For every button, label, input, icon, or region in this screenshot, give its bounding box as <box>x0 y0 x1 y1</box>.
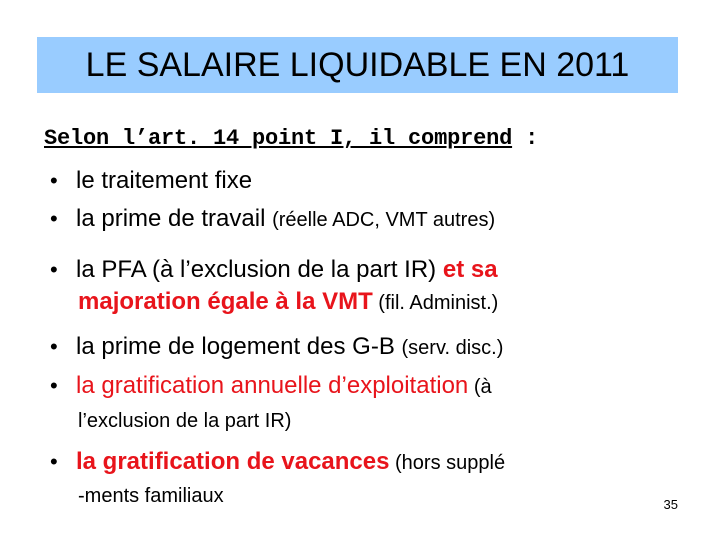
bullet-text: le traitement fixe <box>76 167 253 194</box>
bullet-dot-icon: • <box>50 373 58 398</box>
bullet-item-gratification-annuelle <box>50 371 492 402</box>
bullet-highlight: la gratification de vacances <box>76 448 390 475</box>
bullet-text: la PFA (à l’exclusion de la part IR) <box>76 256 443 283</box>
bullet-dot-icon: • <box>50 257 58 282</box>
bullet-highlight: majoration égale à la VMT <box>78 288 373 315</box>
bullet-text: la prime de logement des G-B <box>76 333 402 360</box>
bullet-text: la prime de travail <box>76 205 273 232</box>
subheading-underlined: Selon l’art. 14 point I, il comprend <box>44 126 513 151</box>
bullet-highlight: et sa <box>442 256 498 283</box>
bullet-item-prime-logement <box>50 332 503 363</box>
subheading-colon: : <box>525 126 539 151</box>
bullet-note: (réelle ADC, VMT autres) <box>272 209 496 231</box>
subheading-separator <box>512 126 525 151</box>
bullet-item-prime-travail <box>50 204 495 235</box>
subheading <box>44 125 538 153</box>
bullet-item-traitement <box>50 166 252 196</box>
page-number: 35 <box>663 497 678 512</box>
bullet-continuation-gratification-annuelle <box>78 405 291 436</box>
bullet-dot-icon: • <box>50 168 58 193</box>
bullet-continuation-gratification-vacances <box>78 480 224 511</box>
bullet-note: (serv. disc.) <box>401 337 504 359</box>
bullet-dot-icon: • <box>50 449 58 474</box>
bullet-note: l’exclusion de la part IR) <box>78 410 292 432</box>
bullet-note: (fil. Administ.) <box>372 292 499 314</box>
bullet-note: (hors supplé <box>389 452 506 474</box>
bullet-item-pfa <box>50 255 498 285</box>
bullet-dot-icon: • <box>50 206 58 231</box>
bullet-note: (à <box>468 376 492 398</box>
bullet-item-gratification-vacances <box>50 447 505 478</box>
bullet-continuation-pfa <box>78 287 498 318</box>
bullet-note: -ments familiaux <box>78 485 224 507</box>
bullet-highlight: la gratification annuelle d’exploitation <box>76 372 469 399</box>
bullet-dot-icon: • <box>50 334 58 359</box>
slide-title: LE SALAIRE LIQUIDABLE EN 2011 <box>85 46 630 84</box>
